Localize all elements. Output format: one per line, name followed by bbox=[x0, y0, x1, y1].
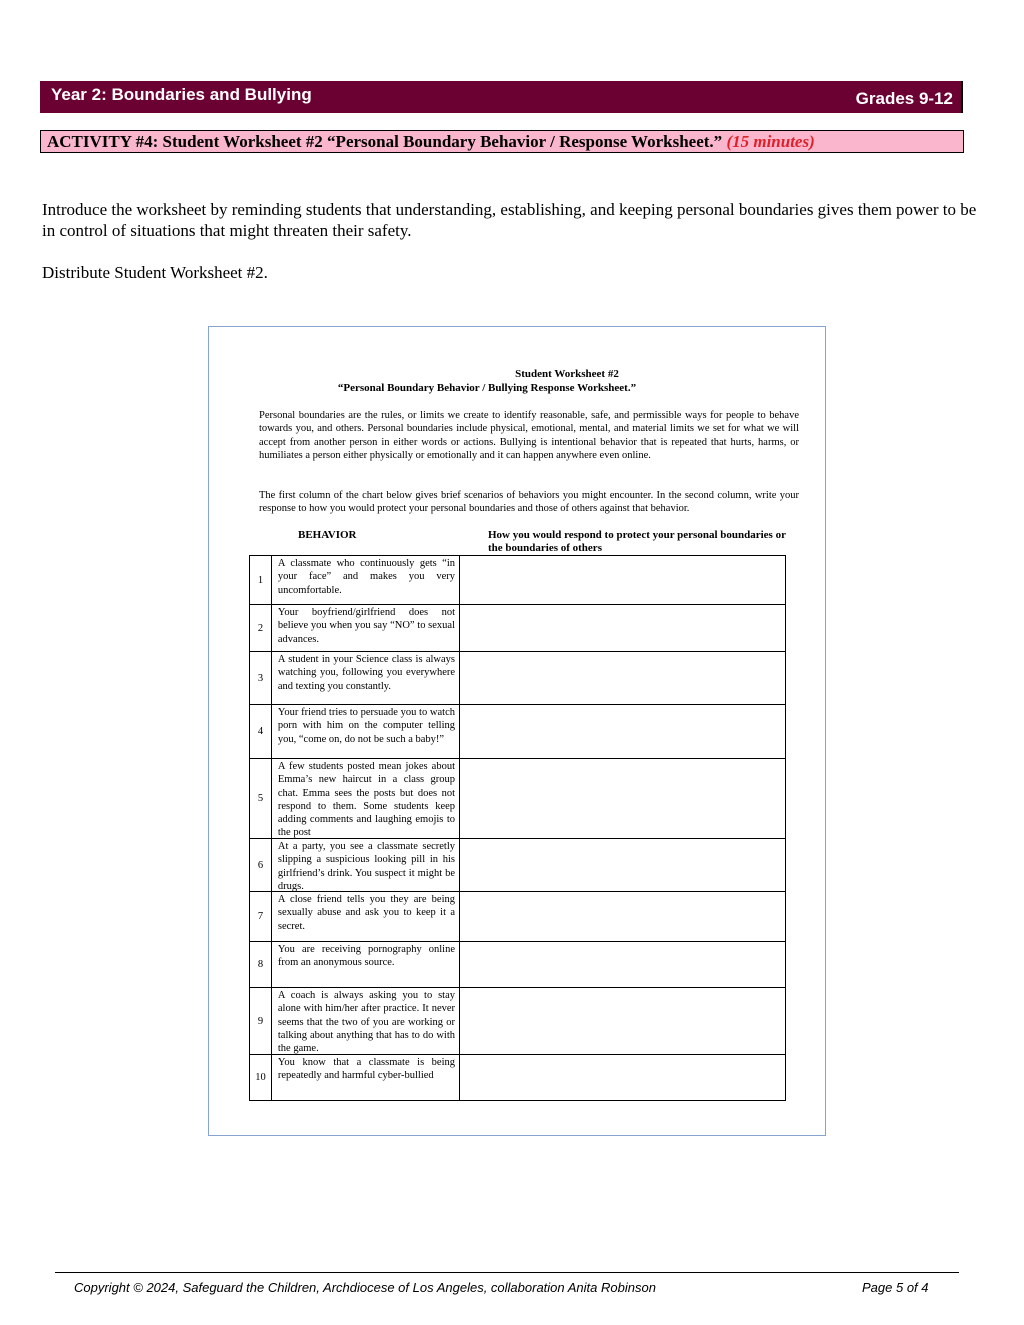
footer-divider bbox=[55, 1272, 959, 1273]
behavior-cell bbox=[271, 705, 459, 759]
response-cell[interactable] bbox=[460, 705, 786, 759]
behavior-text: You are receiving pornography online from an anonymous source. bbox=[277, 944, 456, 969]
row-number: 1 bbox=[250, 556, 272, 605]
response-cell[interactable] bbox=[460, 942, 786, 988]
response-cell[interactable] bbox=[460, 556, 786, 605]
behavior-text: A classmate who continuously gets “in your face” and makes you very uncomfortable. bbox=[277, 558, 456, 596]
footer-page-number: Page 5 of 4 bbox=[862, 1280, 929, 1295]
row-number: 6 bbox=[250, 839, 272, 892]
behavior-text: A student in your Science class is always watching you, following you everywhere and texting you constantly. bbox=[277, 654, 456, 692]
response-cell[interactable] bbox=[460, 1055, 786, 1101]
table-row bbox=[250, 942, 786, 988]
response-cell[interactable] bbox=[460, 839, 786, 892]
column-header-response: How you would respond to protect your personal boundaries or the boundaries of others bbox=[488, 529, 786, 554]
behavior-cell bbox=[271, 988, 459, 1055]
response-cell[interactable] bbox=[460, 988, 786, 1055]
table-row bbox=[250, 988, 786, 1055]
footer-copyright: Copyright © 2024, Safeguard the Children, Archdiocese of Los Angeles, collaboration Anita Robinson bbox=[74, 1280, 656, 1295]
worksheet-instruction-paragraph: The first column of the chart below gives brief scenarios of behaviors you might encounter. In the second column, write your response to how you would protect your personal boundaries and those of others against that behavior. bbox=[259, 490, 799, 515]
behavior-cell bbox=[271, 1055, 459, 1101]
worksheet-title: Student Worksheet #2 bbox=[515, 368, 619, 380]
response-cell[interactable] bbox=[460, 605, 786, 652]
distribute-instruction: Distribute Student Worksheet #2. bbox=[42, 263, 268, 282]
column-header-behavior: BEHAVIOR bbox=[298, 529, 357, 541]
behavior-text: A close friend tells you they are being sexually abuse and ask you to keep it a secret. bbox=[277, 894, 456, 932]
table-row bbox=[250, 605, 786, 652]
row-number: 3 bbox=[250, 652, 272, 705]
behavior-cell bbox=[271, 839, 459, 892]
response-cell[interactable] bbox=[460, 892, 786, 942]
worksheet-image bbox=[208, 326, 826, 1136]
response-cell[interactable] bbox=[460, 759, 786, 839]
behavior-cell bbox=[271, 759, 459, 839]
behavior-cell bbox=[271, 942, 459, 988]
intro-paragraph: Introduce the worksheet by reminding students that understanding, establishing, and keeping personal boundaries gives them power to be in control of situations that might threaten their safety. bbox=[42, 200, 977, 240]
row-number: 5 bbox=[250, 759, 272, 839]
activity-title: ACTIVITY #4: Student Worksheet #2 “Personal Boundary Behavior / Response Worksheet.” bbox=[47, 132, 723, 151]
table-row bbox=[250, 652, 786, 705]
row-number: 10 bbox=[250, 1055, 272, 1101]
behavior-text: A coach is always asking you to stay alone with him/her after practice. It never seems that the two of you are working or talking about anything that has to do with the game. bbox=[277, 990, 456, 1054]
behavior-text: You know that a classmate is being repeatedly and harmful cyber-bullied bbox=[277, 1057, 456, 1082]
section-title: Year 2: Boundaries and Bullying bbox=[51, 85, 312, 104]
table-row bbox=[250, 892, 786, 942]
table-row bbox=[250, 1055, 786, 1101]
row-number: 8 bbox=[250, 942, 272, 988]
row-number: 4 bbox=[250, 705, 272, 759]
behavior-text: At a party, you see a classmate secretly slipping a suspicious looking pill in his girlfriend’s drink. You suspect it might be drugs. bbox=[277, 841, 456, 891]
row-number: 7 bbox=[250, 892, 272, 942]
row-number: 9 bbox=[250, 988, 272, 1055]
activity-heading bbox=[40, 130, 964, 153]
worksheet-subtitle: “Personal Boundary Behavior / Bullying Response Worksheet.” bbox=[337, 382, 637, 394]
behavior-text: A few students posted mean jokes about Emma’s new haircut in a class group chat. Emma sees the posts but does not respond to them. Some students keep adding comments and laughing emojis to the post bbox=[277, 761, 456, 838]
activity-duration: (15 minutes) bbox=[726, 132, 815, 151]
section-header-bar bbox=[40, 81, 963, 113]
behavior-cell bbox=[271, 892, 459, 942]
worksheet-definition-paragraph: Personal boundaries are the rules, or limits we create to identify reasonable, safe, and permissible ways for people to behave towards you, and others. Personal boundaries include physical, emotional, mental, and material limits we set for what we will accept from another person in either words or actions. Bullying is intentional behavior that is repeated that hurts, harms, or humiliates a person either physically or emotionally and it can happen anywhere even online. bbox=[259, 410, 799, 462]
behavior-cell bbox=[271, 652, 459, 705]
row-number: 2 bbox=[250, 605, 272, 652]
table-row bbox=[250, 556, 786, 605]
table-row bbox=[250, 759, 786, 839]
behavior-text: Your friend tries to persuade you to watch porn with him on the computer telling you, “come on, do not be such a baby!” bbox=[277, 707, 456, 745]
table-row bbox=[250, 839, 786, 892]
worksheet-table bbox=[249, 555, 786, 1101]
grade-level: Grades 9-12 bbox=[855, 89, 953, 108]
behavior-cell bbox=[271, 605, 459, 652]
behavior-text: Your boyfriend/girlfriend does not believe you when you say “NO” to sexual advances. bbox=[277, 607, 456, 645]
response-cell[interactable] bbox=[460, 652, 786, 705]
behavior-cell bbox=[271, 556, 459, 605]
table-row bbox=[250, 705, 786, 759]
